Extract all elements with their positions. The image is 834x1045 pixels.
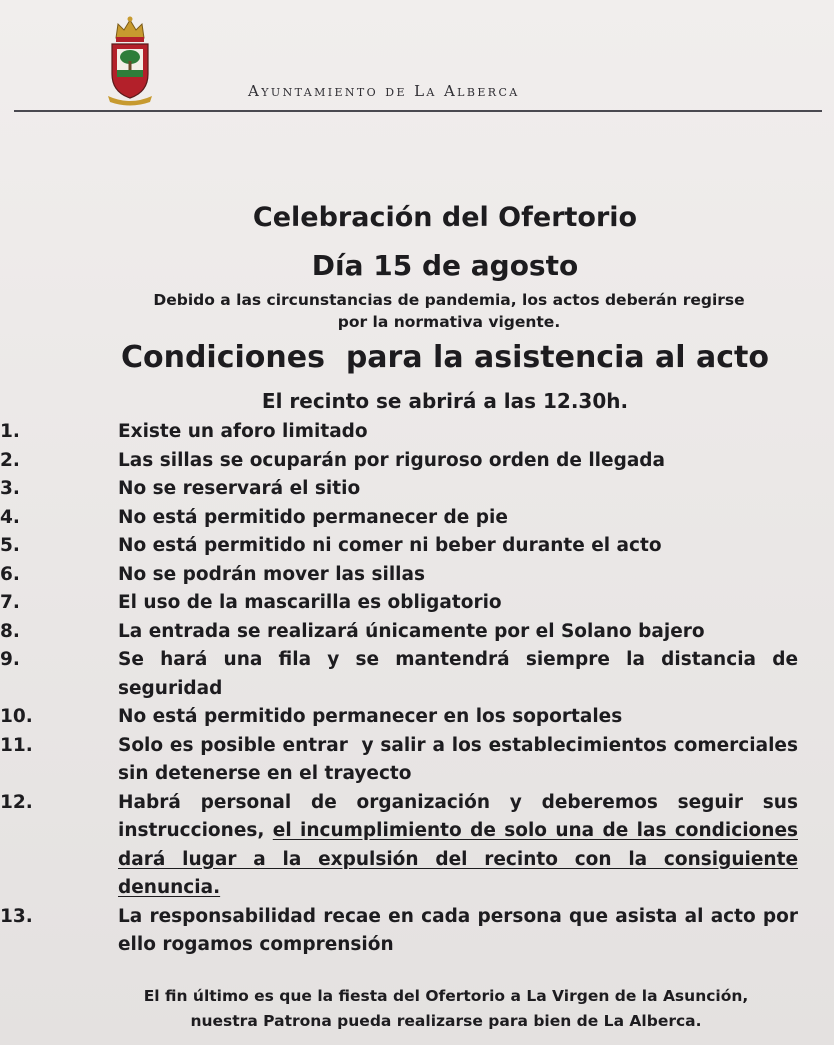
event-title: Celebración del Ofertorio (252, 202, 638, 233)
condition-underlined-warning: el incumplimiento de solo una de las condiciones dará lugar a la expulsión del recinto con la consiguiente denuncia. (118, 820, 798, 898)
condition-text: No se podrán mover las sillas (118, 563, 426, 585)
condition-item (0, 903, 798, 960)
condition-item (0, 646, 798, 703)
organization-name: Ayuntamiento de La Alberca (248, 82, 520, 100)
condition-item (0, 418, 798, 447)
event-date: Día 15 de agosto (311, 249, 579, 282)
condition-text: La entrada se realizará únicamente por el Solano bajero (118, 620, 705, 642)
condition-number: 5. (0, 535, 20, 556)
condition-item (0, 703, 798, 732)
closing-statement (0, 984, 834, 1034)
condition-number: 4. (0, 506, 20, 528)
condition-number: 6. (0, 563, 20, 585)
intro-paragraph (0, 289, 834, 333)
condition-number: 12. (0, 791, 33, 813)
condition-text: Solo es posible entrar y salir a los establecimientos comerciales sin detenerse en el trayecto (118, 734, 805, 784)
condition-number: 1. (0, 421, 20, 442)
condition-text: No está permitido ni comer ni beber durante el acto (118, 535, 662, 556)
condition-item (0, 532, 798, 561)
header-divider (14, 110, 822, 112)
condition-text: El uso de la mascarilla es obligatorio (118, 592, 502, 613)
conditions-list (0, 418, 834, 960)
condition-item (0, 561, 798, 590)
condition-number: 11. (0, 734, 33, 756)
condition-text: No se reservará el sitio (118, 478, 361, 499)
condition-number: 3. (0, 478, 20, 499)
condition-item (0, 618, 798, 647)
condition-item (0, 789, 798, 903)
condition-number: 2. (0, 449, 20, 471)
condition-text: No está permitido permanecer en los soportales (118, 706, 623, 727)
condition-item (0, 475, 798, 504)
condition-number: 9. (0, 649, 20, 670)
condition-text: La responsabilidad recae en cada persona que asista al acto por ello rogamos comprensión (118, 905, 798, 955)
condition-number: 7. (0, 592, 20, 613)
closing-line-1: El fin último es que la fiesta del Ofertorio a La Virgen de la Asunción, (143, 987, 749, 1005)
condition-item (0, 504, 798, 533)
intro-line-1: Debido a las circunstancias de pandemia, los actos deberán regirse (153, 291, 745, 309)
condition-text: Habrá personal de organización y deberemos seguir sus instrucciones, (118, 791, 798, 841)
condition-item (0, 732, 805, 789)
condition-text: Se hará una fila y se mantendrá siempre la distancia de seguridad (118, 649, 798, 699)
condition-number: 10. (0, 706, 33, 727)
condition-item (0, 589, 798, 618)
condition-text: Existe un aforo limitado (118, 421, 368, 442)
intro-line-2: por la normativa vigente. (337, 313, 561, 331)
opening-time: El recinto se abrirá a las 12.30h. (261, 389, 629, 413)
condition-text: No está permitido permanecer de pie (118, 506, 508, 528)
conditions-heading: Condiciones para la asistencia al acto (120, 340, 770, 375)
condition-item (0, 447, 798, 476)
municipal-coat-of-arms-icon (106, 12, 154, 106)
condition-number: 13. (0, 905, 33, 927)
condition-text: Las sillas se ocuparán por riguroso orden de llegada (118, 449, 666, 471)
condition-number: 8. (0, 620, 20, 642)
closing-line-2: nuestra Patrona pueda realizarse para bien de La Alberca. (190, 1012, 702, 1030)
